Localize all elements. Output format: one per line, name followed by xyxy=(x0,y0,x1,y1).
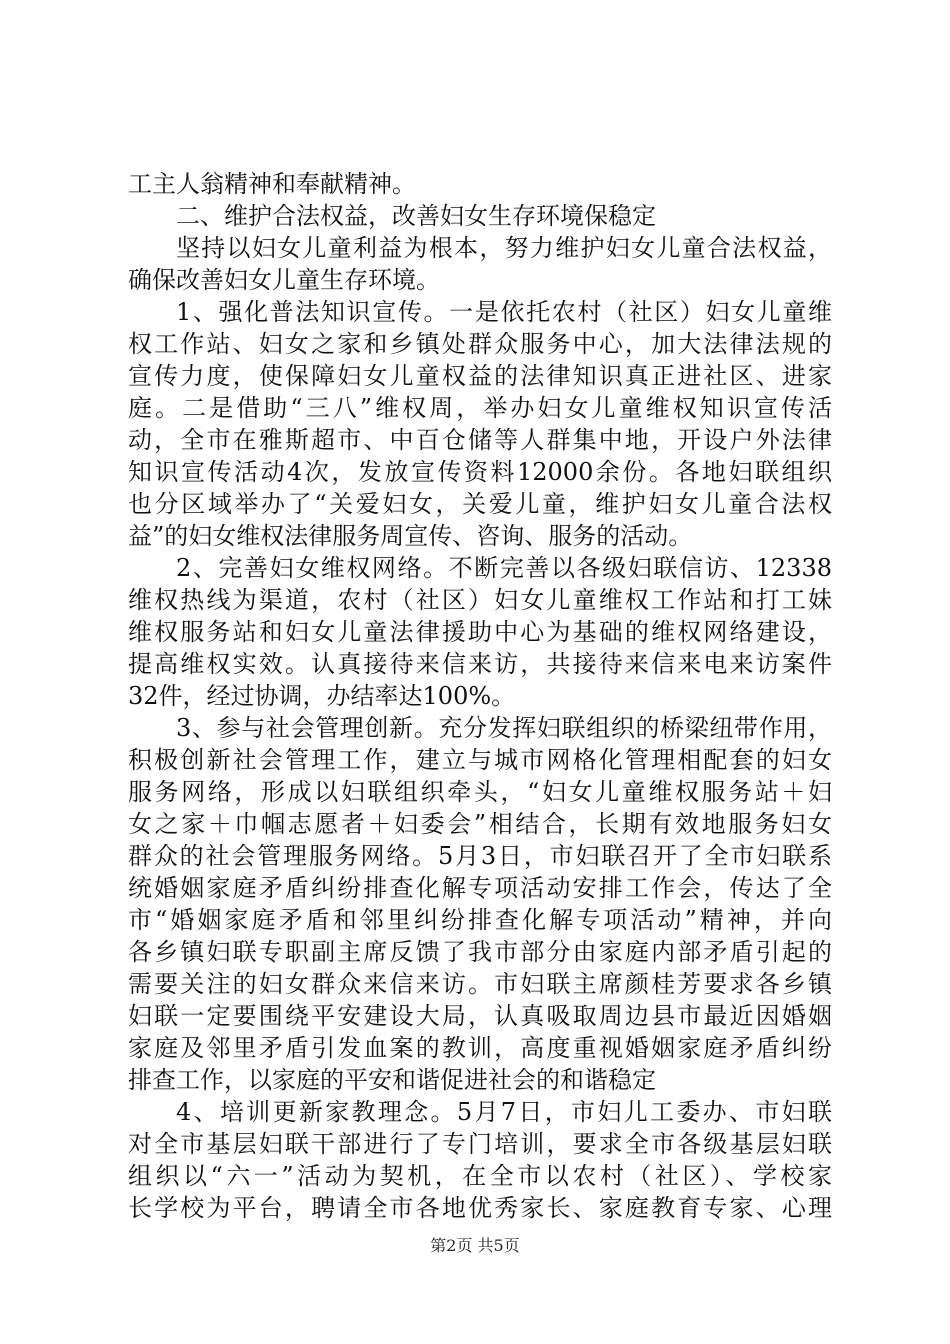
text-line: 对全市基层妇联干部进行了专门培训，要求全市各级基层妇联 xyxy=(128,1130,832,1158)
text-line: 组织以“六一”活动为契机，在全市以农村（社区）、学校家 xyxy=(128,1162,832,1190)
text-line: 益”的妇女维权法律服务周宣传、咨询、服务的活动。 xyxy=(128,522,693,550)
text-line: 坚持以妇女儿童利益为根本，努力维护妇女儿童合法权益， xyxy=(176,234,832,262)
text-line: 4、培训更新家教理念。5月7日，市妇儿工委办、市妇联 xyxy=(176,1098,832,1126)
text-line: 市“婚姻家庭矛盾和邻里纠纷排查化解专项活动”精神，并向 xyxy=(128,906,832,934)
document-body xyxy=(128,168,832,1224)
text-line: 维权热线为渠道，农村（社区）妇女儿童维权工作站和打工妹 xyxy=(128,586,832,614)
text-line: 3、参与社会管理创新。充分发挥妇联组织的桥梁纽带作用， xyxy=(176,714,832,742)
text-line: 提高维权实效。认真接待来信来访，共接待来信来电来访案件 xyxy=(128,650,832,678)
text-line: 群众的社会管理服务网络。5月3日，市妇联召开了全市妇联系 xyxy=(128,842,832,870)
text-line: 积极创新社会管理工作，建立与城市网格化管理相配套的妇女 xyxy=(128,746,832,774)
text-line: 各乡镇妇联专职副主席反馈了我市部分由家庭内部矛盾引起的 xyxy=(128,938,832,966)
text-line: 统婚姻家庭矛盾纠纷排查化解专项活动安排工作会，传达了全 xyxy=(128,874,832,902)
text-line: 动，全市在雅斯超市、中百仓储等人群集中地，开设户外法律 xyxy=(128,426,832,454)
text-line: 二、维护合法权益，改善妇女生存环境保稳定 xyxy=(176,202,656,230)
text-line: 知识宣传活动4次，发放宣传资料12000余份。各地妇联组织 xyxy=(128,458,832,486)
text-line: 维权服务站和妇女儿童法律援助中心为基础的维权网络建设， xyxy=(128,618,832,646)
text-line: 32件，经过协调，办结率达100%。 xyxy=(128,682,516,710)
text-line: 长学校为平台，聘请全市各地优秀家长、家庭教育专家、心理 xyxy=(128,1194,832,1222)
text-line: 需要关注的妇女群众来信来访。市妇联主席颜桂芳要求各乡镇 xyxy=(128,970,832,998)
page-number-label: 第2页 共5页 xyxy=(430,1236,520,1255)
text-line: 工主人翁精神和奉献精神。 xyxy=(128,170,416,198)
text-line: 权工作站、妇女之家和乡镇处群众服务中心，加大法律法规的 xyxy=(128,330,832,358)
text-line: 排查工作，以家庭的平安和谐促进社会的和谐稳定 xyxy=(128,1066,656,1094)
text-line: 妇联一定要围绕平安建设大局，认真吸取周边县市最近因婚姻 xyxy=(128,1002,832,1030)
text-line: 也分区域举办了“关爱妇女，关爱儿童，维护妇女儿童合法权 xyxy=(128,490,832,518)
text-line: 1、强化普法知识宣传。一是依托农村（社区）妇女儿童维 xyxy=(176,298,832,326)
text-line: 服务网络，形成以妇联组织牵头，“妇女儿童维权服务站＋妇 xyxy=(128,778,832,806)
text-line: 2、完善妇女维权网络。不断完善以各级妇联信访、12338 xyxy=(176,554,832,582)
text-line: 家庭及邻里矛盾引发血案的教训，高度重视婚姻家庭矛盾纠纷 xyxy=(128,1034,832,1062)
text-line: 宣传力度，使保障妇女儿童权益的法律知识真正进社区、进家 xyxy=(128,362,832,390)
text-line: 女之家＋巾帼志愿者＋妇委会”相结合，长期有效地服务妇女 xyxy=(128,810,832,838)
text-line: 确保改善妇女儿童生存环境。 xyxy=(128,266,440,294)
text-line: 庭。二是借助“三八”维权周，举办妇女儿童维权知识宣传活 xyxy=(128,394,832,422)
page-footer xyxy=(0,1236,950,1256)
